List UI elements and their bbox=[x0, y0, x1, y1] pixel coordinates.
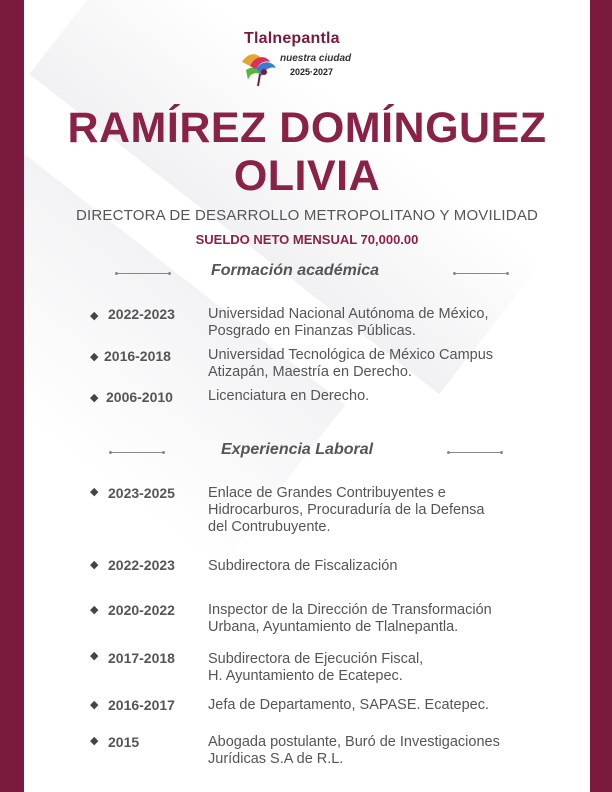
experience-years: 2022-2023 bbox=[108, 557, 175, 573]
logo-tagline: nuestra ciudad bbox=[280, 53, 352, 64]
logo-years: 2025·2027 bbox=[290, 67, 334, 77]
diamond-bullet-icon: ◆ bbox=[90, 604, 99, 616]
logo bbox=[214, 26, 390, 88]
diamond-bullet-icon: ◆ bbox=[90, 559, 99, 571]
experience-years: 2015 bbox=[108, 734, 140, 750]
diamond-bullet-icon: ◆ bbox=[90, 486, 99, 498]
education-years: 2022-2023 bbox=[108, 306, 175, 322]
experience-description: Abogada postulante, Buró de Investigaciones Jurídicas S.A de R.L. bbox=[208, 734, 500, 767]
cv-card bbox=[24, 0, 590, 792]
experience-years: 2016-2017 bbox=[108, 697, 175, 713]
monthly-salary: SUELDO NETO MENSUAL 70,000.00 bbox=[195, 232, 419, 247]
diamond-bullet-icon: ◆ bbox=[90, 392, 99, 404]
education-years: 2006-2010 bbox=[106, 389, 173, 405]
person-surname: RAMÍREZ DOMÍNGUEZ bbox=[67, 104, 547, 152]
experience-description: Jefa de Departamento, SAPASE. Ecatepec. bbox=[208, 697, 490, 713]
section-divider bbox=[110, 452, 164, 453]
section-divider bbox=[116, 273, 170, 274]
diamond-bullet-icon: ◆ bbox=[90, 310, 99, 322]
section-title-education: Formación académica bbox=[211, 262, 380, 279]
person-given-name: OLIVIA bbox=[233, 152, 381, 200]
section-divider bbox=[454, 273, 508, 274]
diamond-bullet-icon: ◆ bbox=[90, 351, 99, 363]
hummingbird-icon bbox=[236, 48, 280, 88]
diamond-bullet-icon: ◆ bbox=[90, 699, 99, 711]
logo-name: Tlalnepantla bbox=[244, 30, 340, 47]
experience-years: 2020-2022 bbox=[108, 602, 175, 618]
job-position: DIRECTORA DE DESARROLLO METROPOLITANO Y MOVILIDAD bbox=[75, 207, 539, 224]
section-divider bbox=[448, 452, 502, 453]
experience-description: Subdirectora de Fiscalización bbox=[208, 558, 398, 574]
education-description: Universidad Tecnológica de México Campus Atizapán, Maestría en Derecho. bbox=[208, 347, 494, 380]
experience-description: Subdirectora de Ejecución Fiscal, H. Ayuntamiento de Ecatepec. bbox=[208, 651, 424, 684]
education-description: Licenciatura en Derecho. bbox=[208, 388, 370, 404]
experience-description: Inspector de la Dirección de Transformación Urbana, Ayuntamiento de Tlalnepantla. bbox=[208, 602, 492, 635]
experience-years: 2017-2018 bbox=[108, 650, 175, 666]
education-description: Universidad Nacional Autónoma de México, Posgrado en Finanzas Públicas. bbox=[208, 306, 489, 339]
section-title-experience: Experiencia Laboral bbox=[221, 441, 374, 458]
education-years: 2016-2018 bbox=[104, 348, 171, 364]
experience-description: Enlace de Grandes Contribuyentes e Hidrocarburos, Procuraduría de la Defensa del Contrubuyente. bbox=[208, 485, 485, 535]
diamond-bullet-icon: ◆ bbox=[90, 650, 99, 662]
experience-years: 2023-2025 bbox=[108, 485, 175, 501]
diamond-bullet-icon: ◆ bbox=[90, 735, 99, 747]
